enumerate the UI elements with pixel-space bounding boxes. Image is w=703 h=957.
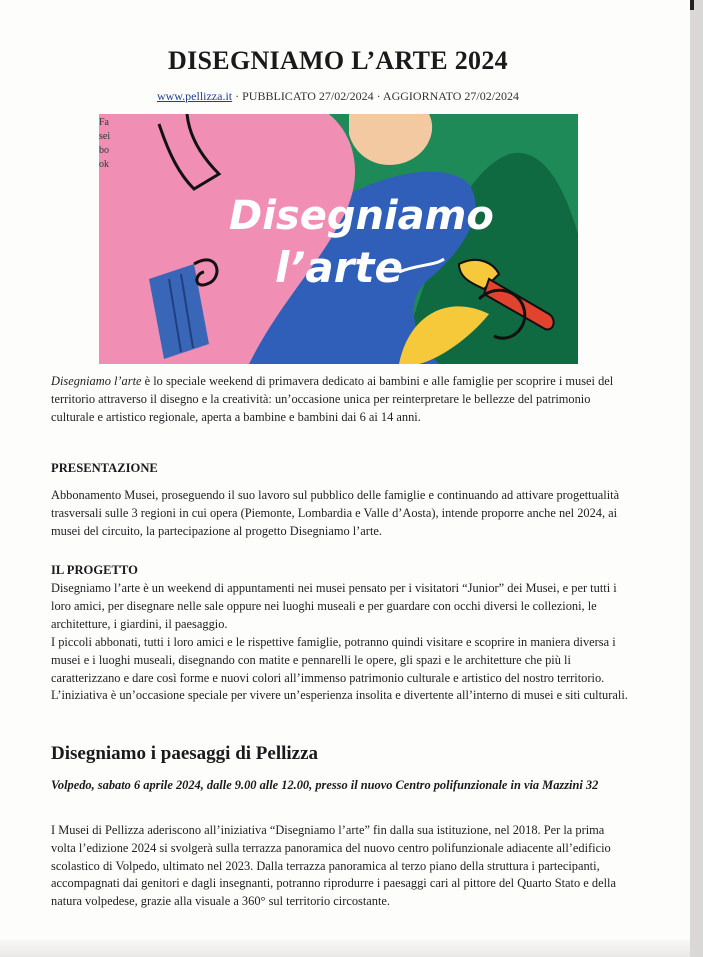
presentazione-heading: PRESENTAZIONE [51, 461, 158, 475]
progetto-paragraph-2: I piccoli abbonati, tutti i loro amici e le rispettive famiglie, potranno quindi visitare e scoprire in maniera diversa i musei e i luoghi museali, disegnando con matite e pennarelli le opere, gli spazi e le architetture che più li caratterizzano e dare così forme e nuovi colori all’immenso patrimonio culturale e artistico del nostro territorio. L’iniziativa è un’occasione speciale per vivere un’esperienza insolita e divertente all’interno di musei e siti culturali. [51, 635, 628, 703]
corner-text-line: sei [99, 131, 111, 142]
corner-text-line: bo [99, 145, 109, 156]
event-paragraph: I Musei di Pellizza aderiscono all’iniziativa “Disegniamo l’arte” fin dalla sua istituzione, nel 2018. Per la prima volta l’edizione 2024 si svolgerà sulla terrazza panoramica del nuovo centro polifunzionale adiacente all’edificio scolastico di Volpedo, ultimato nel 2023. Dalla terrazza panoramica al terzo piano della struttura i partecipanti, accompagnati dai genitori e dagli insegnanti, potranno riprodurre i paesaggi cari al pittore del Quarto Stato e della natura volpedese, grazie alla visuale a 360° sul territorio circostante. [51, 823, 616, 909]
hero-title-line1: Disegniamo [229, 193, 494, 239]
screen-edge [690, 0, 703, 957]
page-bottom-shadow [0, 940, 690, 957]
progetto-heading: IL PROGETTO [51, 563, 138, 577]
event-lead: Volpedo, sabato 6 aprile 2024, dalle 9.00 alle 12.00, presso il nuovo Centro polifunzionale in via Mazzini 32 [51, 778, 599, 792]
intro-text: è lo speciale weekend di primavera dedicato ai bambini e alle famiglie per scoprire i musei del territorio attraverso il disegno e la creatività: un’occasione unica per reinterpretare le bellezze del patrimonio culturale e artistico regionale, aperta a bambine e bambini dai 6 ai 14 anni. [51, 374, 614, 424]
byline [0, 89, 676, 104]
corner-text-line: ok [99, 159, 109, 170]
corner-text-line: Fa [99, 117, 109, 128]
page-title: DISEGNIAMO L’ARTE 2024 [168, 46, 508, 75]
source-link[interactable]: www.pellizza.it [156, 89, 233, 103]
intro-italic: Disegniamo l’arte [51, 374, 142, 388]
presentazione-paragraph: Abbonamento Musei, proseguendo il suo lavoro sul pubblico delle famiglie e continuando ad attivare progettualità trasversali sulle 3 regioni in cui opera (Piemonte, Lombardia e Valle d’Aosta), intende proporre anche nel 2024, ai musei del circuito, la partecipazione al progetto Disegniamo l’arte. [51, 488, 620, 538]
intro-paragraph [51, 373, 629, 426]
event-title: Disegniamo i paesaggi di Pellizza [51, 743, 319, 764]
publish-dates: · PUBBLICATO 27/02/2024 · AGGIORNATO 27/02/2024 [232, 89, 520, 103]
progetto-paragraph-1: Disegniamo l’arte è un weekend di appuntamenti nei musei pensato per i visitatori “Junior” dei Musei, e per tutti i loro amici, per disegnare nelle sale oppure nei luoghi museali e per guardare con occhi diversi le collezioni, le architetture, i giardini, il paesaggio. [51, 581, 617, 631]
hero-corner-text [99, 116, 117, 172]
edge-notch [690, 0, 694, 10]
hero-image [99, 114, 578, 364]
hero-illustration [99, 114, 578, 364]
hero-title-line2: l’arte [275, 243, 403, 292]
